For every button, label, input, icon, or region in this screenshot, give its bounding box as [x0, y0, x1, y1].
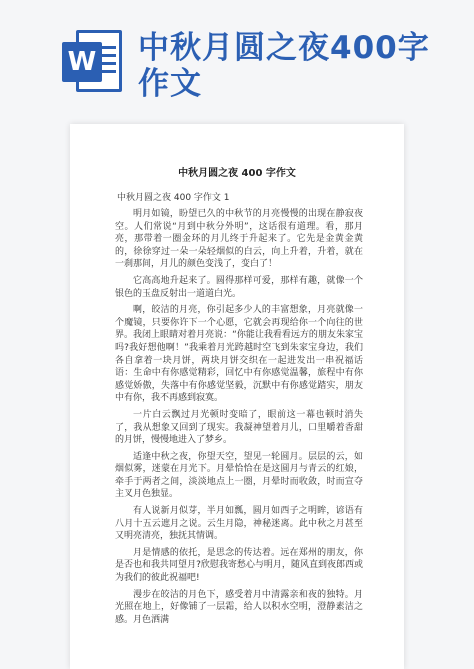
paragraph: 它高高地升起来了。圆得那样可爱，那样有趣，就像一个银色的玉盘反射出一道道白光。	[115, 275, 363, 299]
word-icon-badge: W	[62, 42, 102, 82]
document-page	[70, 124, 404, 669]
paragraph: 有人说新月似芽，半月如瓢，圆月如西子之明眸，谚语有八月十五云遮月之说。云生月隐，神秘迷离。此中秋之月甚至又明亮清亮，独抚其情调。	[115, 506, 363, 542]
banner-title: 中秋月圆之夜400字作文	[138, 30, 430, 102]
header-banner	[0, 0, 474, 112]
document-subtitle: 中秋月圆之夜 400 字作文 1	[117, 193, 230, 203]
paragraph: 适逢中秋之夜，你望天空，望见一轮圆月。层层的云，如烟似雾，迷蒙在月光下。月晕恰恰在是这圆月与青云的红娘，牵手于两者之间，淡淡地点上一圈，月晕时而收敛，时而宣夺主叉月色独显。	[115, 451, 363, 500]
word-document-icon	[62, 30, 128, 96]
paragraph: 啊，皎洁的月亮，你引起多少人的丰富想象，月亮就像一个魔镜，只要你许下一个心愿，它就会再现给你一个向往的世界。我闭上眼睛对着月亮说：“你能让我看看远方的朋友朱家宝吗?我好想他啊！”我乘着月光跨越时空飞到朱家宝身边，我们各自拿着一块月饼，两块月饼交织在一起进发出一串祝福话语：生命中有你感觉精彩，回忆中有你感觉温馨，旅程中有你感觉娇傲，失落中有你感觉坚毅，沉默中有你感觉踏实，朋友中有你，我不再感到寂寞。	[115, 305, 363, 404]
paragraph: 明月如镜，盼望已久的中秋节的月亮慢慢的出现在静寂夜空。人们常说“月到中秋分外明”，这话很有道理。看，那月亮，那带着一圈金环的月儿终于升起来了。它先是金黄金黄的，徐徐穿过一朵一朵轻烟似的白云，向上升着，升着，就在一刹那间，月儿的颜色变浅了，变白了！	[115, 209, 363, 270]
paragraph: 月是情感的依托，是思念的传达着。远在郑州的朋友，你是否也和我共同望月?欣慰我寄愁心与明月，随风直到夜郎西或为我们的彼此祝福吧!	[115, 547, 363, 584]
paragraph: 漫步在皎洁的月色下，感受着月中清露亲和夜的独特。月光照在地上，好像铺了一层霜，给人以积水空明，澄静素洁之感。月色洒满	[115, 589, 363, 625]
paragraph: 一片白云飘过月光顿时变暗了，眼前这一幕也顿时消失了，我从想象又回到了现实。我凝神望着月儿，口里嚼着香甜的月饼，慢慢地进入了梦乡。	[115, 409, 363, 446]
document-body	[115, 208, 363, 630]
document-title: 中秋月圆之夜 400 字作文	[178, 168, 296, 179]
